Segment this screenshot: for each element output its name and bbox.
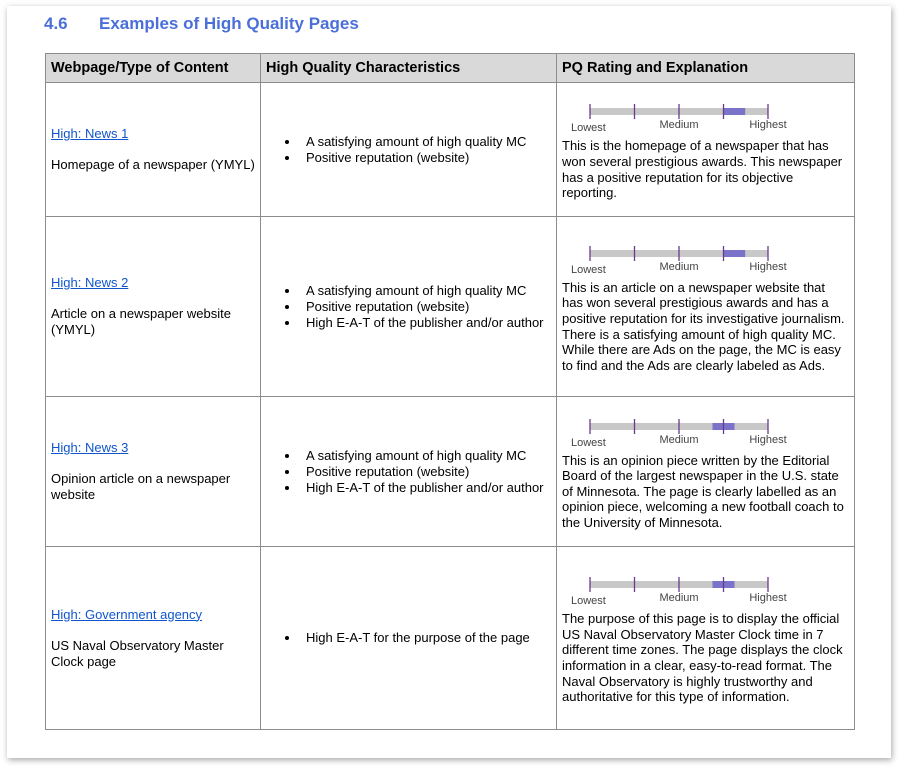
example-link[interactable]: High: News 3: [51, 440, 129, 455]
pq-rating-scale: [568, 100, 787, 135]
characteristic-item: • High E-A-T of the publisher and/or author: [300, 315, 551, 331]
section-number: 4.6: [44, 14, 68, 33]
characteristics-cell: [261, 547, 557, 730]
content-type-text: Article on a newspaper website (YMYL): [51, 306, 231, 337]
scale-label-highest: Highest: [749, 433, 787, 446]
document-page: [7, 6, 891, 758]
table-header-row: [46, 54, 855, 83]
content-cell: [46, 397, 261, 547]
characteristics-cell: [261, 217, 557, 397]
rating-cell: [557, 83, 855, 217]
scale-label-lowest: Lowest: [571, 436, 606, 449]
characteristics-list: [266, 134, 551, 166]
example-link[interactable]: High: News 1: [51, 126, 129, 141]
scale-label-highest: Highest: [749, 592, 787, 605]
table-row: [46, 397, 855, 547]
content-type-text: US Naval Observatory Master Clock page: [51, 637, 224, 669]
scale-label-medium: Medium: [659, 260, 699, 273]
characteristic-item: • A satisfying amount of high quality MC: [300, 134, 551, 150]
scale-rating-marker: [723, 250, 745, 257]
rating-explanation: This is an article on a newspaper website that has won several prestigious awards and has a positive reputation for its investigative journalism. There is a satisfying amount of high quality MC. While there are Ads on the page, the MC is easy to find and the Ads are clearly labeled as Ads.: [562, 279, 845, 373]
content-type-text: Homepage of a newspaper (YMYL): [51, 157, 255, 172]
scale-label-highest: Highest: [749, 119, 787, 132]
characteristic-item: • A satisfying amount of high quality MC: [300, 283, 551, 299]
rating-cell: [557, 397, 855, 547]
characteristics-cell: [261, 397, 557, 547]
characteristics-list: [266, 283, 551, 331]
section-heading: [44, 14, 359, 34]
scale-label-medium: Medium: [659, 592, 699, 605]
header-rating: PQ Rating and Explanation: [557, 54, 855, 83]
characteristic-item: • A satisfying amount of high quality MC: [300, 448, 551, 464]
scale-label-lowest: Lowest: [571, 122, 606, 135]
header-content: Webpage/Type of Content: [46, 54, 261, 83]
content-type-text: Opinion article on a newspaper website: [51, 471, 231, 502]
characteristic-item: • Positive reputation (website): [300, 150, 551, 166]
rating-explanation: This is the homepage of a newspaper that has won several prestigious awards. This newspaper has a positive reputation for its objective reporting.: [562, 138, 843, 201]
characteristics-list: [266, 630, 551, 646]
rating-explanation: The purpose of this page is to display the official US Naval Observatory Master Clock time in 7 different time zones. The page displays the clock information in a clear, easy-to-read format. The Naval Observatory is highly trustworthy and authoritative for this type of information.: [562, 611, 843, 705]
section-title: Examples of High Quality Pages: [99, 14, 359, 33]
content-cell: [46, 217, 261, 397]
rating-cell: [557, 547, 855, 730]
pq-rating-scale: [568, 242, 787, 276]
characteristic-item: • Positive reputation (website): [300, 299, 551, 315]
pq-rating-scale: [568, 573, 787, 608]
scale-label-medium: Medium: [659, 119, 699, 132]
example-link[interactable]: High: News 2: [51, 275, 129, 290]
example-link[interactable]: High: Government agency: [51, 606, 203, 622]
rating-explanation: This is an opinion piece written by the Editorial Board of the largest newspaper in the U.S. state of Minnesota. The page is clearly labelled as an opinion piece, welcoming a new football coach to the University of Minnesota.: [562, 452, 844, 530]
scale-label-lowest: Lowest: [571, 595, 606, 608]
examples-table: [45, 53, 855, 730]
content-cell: [46, 83, 261, 217]
characteristics-cell: [261, 83, 557, 217]
table-body: [46, 83, 855, 730]
table-row: [46, 547, 855, 730]
rating-cell: [557, 217, 855, 397]
header-characteristics: High Quality Characteristics: [261, 54, 557, 83]
scale-label-lowest: Lowest: [571, 263, 606, 276]
characteristic-item: • High E-A-T for the purpose of the page: [300, 630, 551, 646]
scale-label-highest: Highest: [749, 260, 787, 273]
characteristics-list: [266, 448, 551, 496]
scale-label-medium: Medium: [659, 433, 699, 446]
characteristic-item: • Positive reputation (website): [300, 464, 551, 480]
characteristic-item: • High E-A-T of the publisher and/or author: [300, 480, 551, 496]
content-cell: [46, 547, 261, 730]
pq-rating-scale: [568, 415, 787, 449]
table-row: [46, 83, 855, 217]
table-row: [46, 217, 855, 397]
scale-rating-marker: [723, 108, 745, 115]
